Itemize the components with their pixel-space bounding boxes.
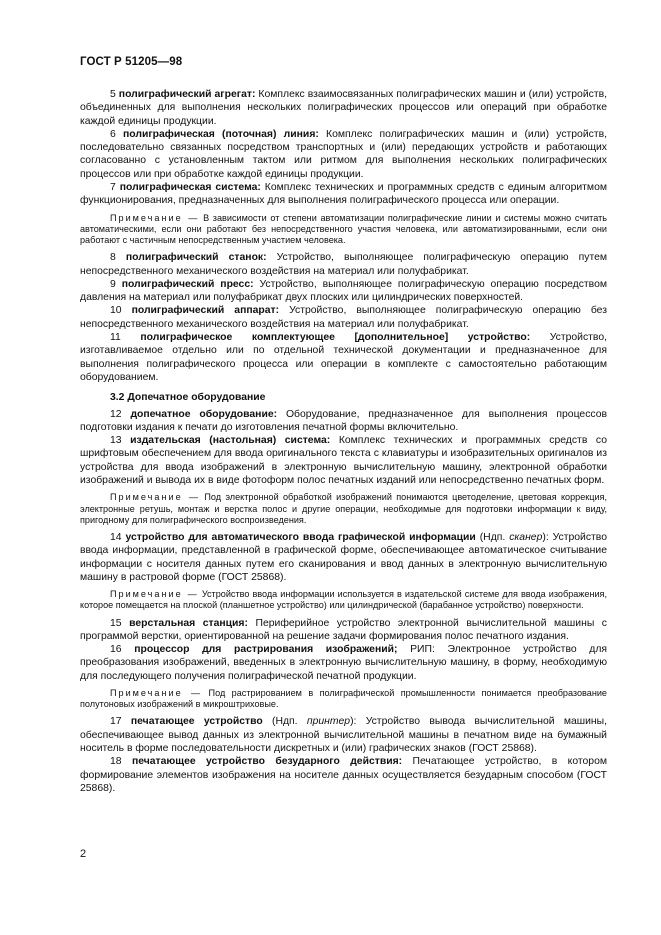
entry-14 (80, 531, 607, 584)
entry-term: полиграфический аппарат: (131, 305, 280, 317)
note-text: Под электронной обработкой изображений понимаются цветоделение, цветовая коррекция, электронные ретушь, монтаж и верстка полос и другие операции, необходимые для подготовки информации к виду, пригодному для полиграфического воспроизведения. (80, 492, 607, 525)
page-number: 2 (80, 848, 87, 860)
entry-definition: Устройство, выполняющее полиграфическую операцию путем непосредственного механического воздействия на материал или полуфабрикат. (80, 252, 608, 277)
note-label: Примечание — (110, 589, 199, 600)
entry-number: 8 (110, 252, 116, 264)
entry-number: 6 (110, 128, 116, 140)
entry-number: 18 (110, 756, 122, 768)
document-body (80, 88, 607, 795)
entry-6 (80, 128, 607, 181)
entry-ndp-prefix: (Ндп. (262, 716, 307, 728)
entry-term: процессор для растрирования изображений; (134, 644, 398, 656)
entry-7 (80, 181, 607, 208)
entry-9 (80, 278, 607, 305)
entry-term: полиграфическое комплектующее [дополнительное] устройство: (140, 332, 531, 344)
entry-term: полиграфический пресс: (121, 278, 254, 290)
entry-term: полиграфическая система: (119, 182, 261, 194)
entry-ndp-term: сканер (509, 531, 543, 543)
note-2 (80, 492, 607, 526)
entry-number: 11 (110, 332, 121, 344)
entry-number: 13 (110, 435, 122, 447)
entry-number: 14 (110, 531, 122, 543)
note-label: Примечание — (110, 688, 203, 699)
note-text: В зависимости от степени автоматизации полиграфические линии и системы можно считать автоматическими, если они работают без непосредственного участия человека, или автоматизированными, если они работают с частичным непосредственным участием человека. (80, 212, 607, 246)
entry-12 (80, 408, 607, 435)
entry-definition: ): Устройство вывода вычислительной машины, обеспечивающее вывод данных из электронной вычислительной машины в печатном виде на бумажный носитель в форме последовательности дискретных и (или) графических знаков (ГОСТ 25868). (80, 716, 607, 755)
entry-term: верстальная станция: (129, 617, 248, 629)
note-text: Устройство ввода информации используется в издательской системе для ввода изображения, которое помещается на плоской (планшетное устройство) или цилиндрической (барабанное устройство) поверхности. (80, 589, 607, 611)
entry-17 (80, 715, 607, 755)
entry-definition: Оборудование, предназначенное для выполнения процессов подготовки издания к печати до изготовления печатной формы включительно. (80, 408, 607, 433)
note-label: Примечание — (110, 492, 201, 503)
entry-13 (80, 434, 607, 487)
entry-term: полиграфический станок: (125, 252, 267, 264)
entry-number: 17 (110, 716, 122, 728)
entry-term: печатающее устройство (130, 716, 263, 728)
entry-18 (80, 755, 607, 795)
note-3 (80, 589, 607, 611)
entry-number: 15 (110, 617, 122, 629)
entry-definition: Комплекс технических и программных средств со шрифтовым обеспечением для ввода оригинального текста с клавиатуры и изобразительных оригиналов из устройства для ввода изображений в электронную вычислительную машину, электронной обработки изображений и вывода их в виде фотоформ полос печатных изданий или непосредственно печатных форм. (80, 435, 607, 487)
entry-5 (80, 88, 607, 128)
entry-term: печатающее устройство безударного действия: (131, 756, 403, 768)
entry-term: полиграфический агрегат: (118, 89, 256, 100)
entry-8 (80, 251, 607, 278)
entry-term: полиграфическая (поточная) линия: (123, 128, 319, 140)
entry-ndp-prefix: (Ндп. (475, 531, 510, 543)
entry-definition: Печатающее устройство, в котором формирование элементов изображения на носителе данных осуществляется безударным способом (ГОСТ 25868). (80, 756, 608, 794)
entry-15 (80, 617, 607, 644)
entry-number: 5 (110, 89, 116, 100)
entry-definition: Комплекс технических и программных средств с единым алгоритмом функционирования, предназначенных для выполнения полиграфического процесса или операции. (80, 182, 607, 207)
note-label: Примечание — (110, 212, 200, 223)
entry-definition: ): Устройство ввода информации, представленной в графической форме, обеспечивающее автоматическое считывание информации с носителя данных путем его сканирования и ввод данных в электронную вычислительную машину в растровой форме (ГОСТ 25868). (80, 531, 607, 583)
entry-number: 10 (110, 305, 122, 317)
entry-definition: Комплекс взаимосвязанных полиграфических машин и (или) устройств, объединенных для выполнения нескольких полиграфических процессов или операций при обработке каждой единицы продукции. (80, 89, 607, 127)
entry-ndp-term: принтер (306, 716, 351, 728)
entry-10 (80, 304, 607, 331)
section-heading: 3.2 Допечатное оборудование (110, 392, 266, 404)
entry-number: 16 (110, 644, 122, 656)
entry-definition: Устройство, выполняющее полиграфическую операцию посредством давления на материал или полуфабрикат двух плоских или цилиндрических поверхностей. (80, 278, 607, 304)
entry-number: 7 (110, 182, 116, 194)
entry-definition: Устройство, изготавливаемое отдельно или по отдельной технической документации и предназначенное для выполнения полиграфического процесса или операции в комплекте с самостоятельно работающим оборудованием. (80, 332, 607, 383)
entry-number: 9 (110, 278, 116, 290)
note-1 (80, 213, 607, 247)
entry-definition: Устройство, выполняющее полиграфическую операцию без непосредственного механического воздействия на материал или полуфабрикат. (80, 305, 607, 330)
page-header-standard-number: ГОСТ Р 51205—98 (80, 56, 183, 68)
entry-definition: РИП: Электронное устройство для преобразования изображений, введенных в электронную вычислительную машину, в форму, необходимую для последующего получения полиграфической печатной продукции. (80, 644, 608, 682)
entry-term: издательская (настольная) система: (130, 435, 331, 447)
entry-11 (80, 331, 607, 384)
entry-definition: Периферийное устройство электронной вычислительной машины с программой верстки, ориентированной на решение задачи формирования полос печатного издания. (80, 617, 607, 642)
entry-term: устройство для автоматического ввода графической информации (125, 531, 476, 543)
entry-number: 12 (110, 408, 122, 420)
entry-16 (80, 643, 607, 683)
entry-definition: Комплекс полиграфических машин и (или) устройств, последовательно связанных посредством транспортных и (или) передающих устройств и работающих согласованно с установленным тактом или ритмом для выполнения нескольких полиграфических процессов или при обработке каждой единицы продукции. (80, 128, 608, 180)
note-text: Под растрированием в полиграфической промышленности понимается преобразование полутоновых изображений в микроштриховые. (80, 688, 607, 710)
note-4 (80, 688, 607, 710)
entry-term: допечатное оборудование: (130, 408, 278, 420)
